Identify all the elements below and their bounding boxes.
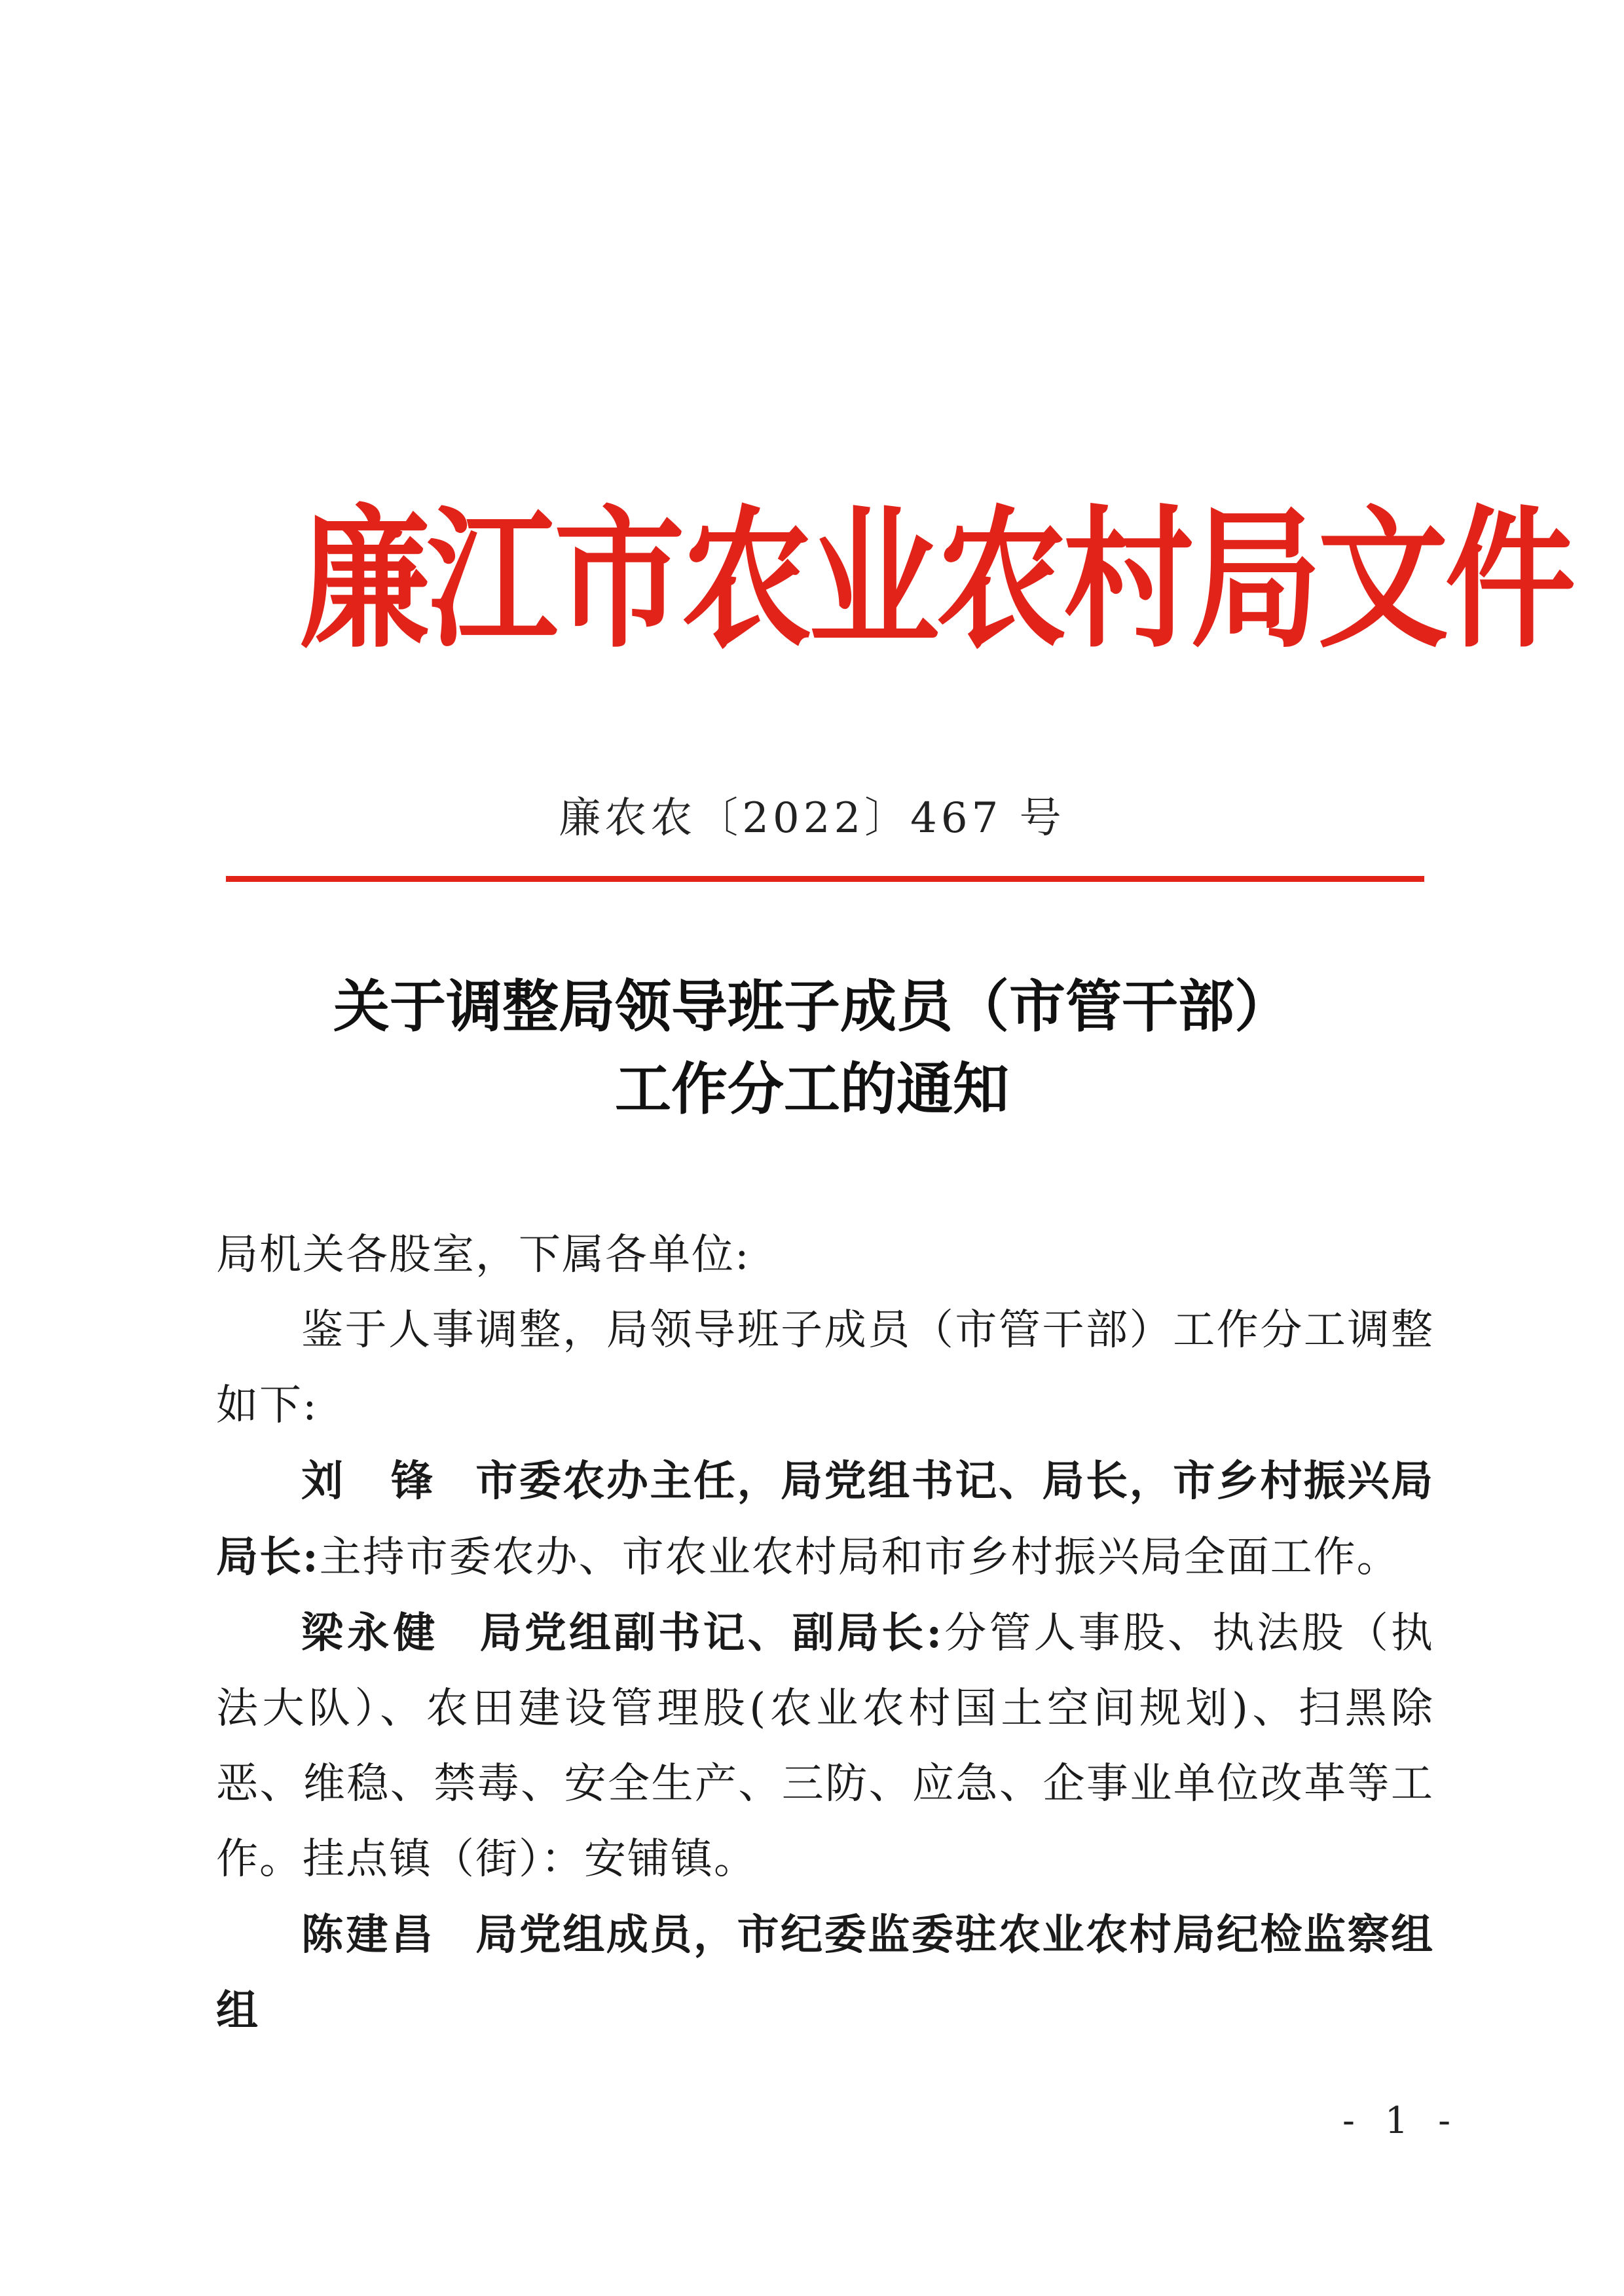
entry-paragraph: [216, 1897, 1434, 2049]
document-body: [216, 1218, 1434, 2049]
notice-title: [0, 966, 1624, 1131]
notice-title-line-2: 工作分工的通知: [615, 1057, 1009, 1122]
leader-name: 梁永健: [301, 1609, 439, 1658]
salutation: 局机关各股室，下属各单位:: [216, 1231, 750, 1279]
leader-role: 局党组成员，市纪委监委驻农业农村局纪检监察组组: [216, 1910, 1435, 2035]
intro-paragraph: 鉴于人事调整，局领导班子成员（市管干部）工作分工调整如下:: [216, 1306, 1434, 1430]
leader-duties: 分管人事股、执法股（执法大队）、农田建设管理股(农业农村国土空间规划)、扫黑除恶、维稳、禁毒、安全生产、三防、应急、企事业单位改革等工作。挂点镇（街）：安铺镇。: [216, 1609, 1435, 1884]
entry-paragraph: [216, 1595, 1434, 1897]
masthead-title: 廉江市农业农村局文件: [299, 490, 1573, 668]
leader-duties: 主持市委农办、市农业农村局和市乡村振兴局全面工作。: [319, 1533, 1400, 1582]
red-divider-line: [226, 876, 1424, 882]
entry-paragraph: [216, 1444, 1434, 1595]
leader-name: 陈建昌: [301, 1910, 436, 1959]
document-number: 廉农农〔2022〕467 号: [559, 794, 1065, 843]
page-number: - 1 -: [1342, 2100, 1460, 2142]
leader-role: 局党组副书记、副局长:: [478, 1609, 944, 1658]
leader-role: 市委农办主任，局党组书记、局长，市乡村振兴局局长:: [216, 1457, 1435, 1582]
leader-name: 刘 锋: [301, 1457, 436, 1506]
notice-title-line-1: 关于调整局领导班子成员（市管干部）: [333, 974, 1291, 1040]
